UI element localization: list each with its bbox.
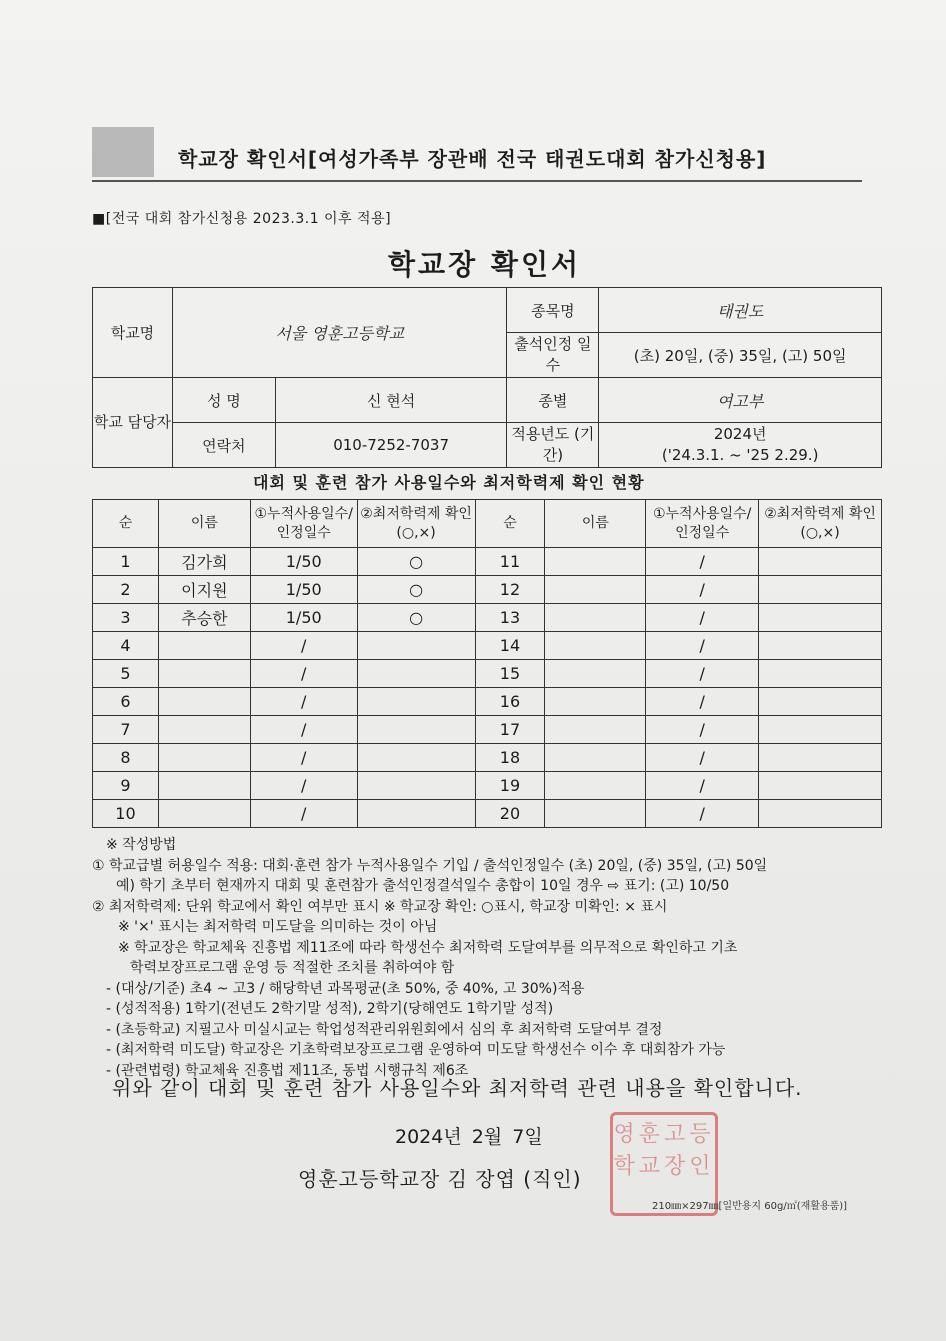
writing-method: [92, 835, 892, 1081]
apply-note: ■[전국 대회 참가신청용 2023.3.1 이후 적용]: [92, 211, 392, 227]
row-number: 3: [93, 604, 159, 632]
method-bullet: - (관련법령) 학교체육 진흥법 제11조, 동법 시행규칙 제6조: [106, 1062, 469, 1079]
roster-row: [93, 688, 882, 716]
athlete-name: [545, 548, 646, 576]
method-item-1: ① 학교급별 허용일수 적용: 대회·훈련 참가 누적사용일수 기입 / 출석인정일수 (초) 20일, (중) 35일, (고) 50일: [92, 857, 768, 874]
used-days: /: [250, 716, 357, 744]
attendance-days-value: (초) 20일, (중) 35일, (고) 50일: [599, 333, 882, 378]
academic-check: ○: [357, 576, 475, 604]
athlete-name: [158, 772, 250, 800]
athlete-name: [545, 800, 646, 828]
row-number: 12: [475, 576, 545, 604]
row-number: 7: [93, 716, 159, 744]
official-seal: 영훈고등학교장인: [610, 1112, 718, 1216]
academic-check: [759, 772, 882, 800]
roster-row: [93, 548, 882, 576]
academic-check: [357, 744, 475, 772]
info-table: [92, 287, 882, 468]
category-label: 종별: [507, 378, 599, 423]
header-academic-right: ②최저학력제 확인(○,×): [759, 500, 882, 548]
row-number: 8: [93, 744, 159, 772]
academic-check: [357, 660, 475, 688]
banner-title: 학교장 확인서[여성가족부 장관배 전국 태권도대회 참가신청용]: [178, 147, 767, 171]
header-no-left: 순: [93, 500, 159, 548]
paper-spec: 210㎜×297㎜[일반용지 60g/㎡(재활용품)]: [652, 1201, 848, 1212]
method-note-2b: 학력보장프로그램 운영 등 적절한 조치를 취하여야 함: [130, 960, 455, 976]
athlete-name: [158, 744, 250, 772]
row-number: 11: [475, 548, 545, 576]
banner-divider: [92, 180, 862, 182]
row-number: 15: [475, 660, 545, 688]
apply-period-value: ('24.3.1. ~ '25 2.29.): [661, 446, 819, 464]
row-number: 5: [93, 660, 159, 688]
roster-row: [93, 716, 882, 744]
used-days: /: [646, 548, 759, 576]
used-days: /: [250, 744, 357, 772]
header-academic-left: ②최저학력제 확인(○,×): [357, 500, 475, 548]
athlete-name: [545, 604, 646, 632]
roster-row: [93, 604, 882, 632]
row-number: 2: [93, 576, 159, 604]
used-days: /: [250, 688, 357, 716]
academic-check: [759, 800, 882, 828]
category-value: 여고부: [599, 378, 882, 423]
roster-table: [92, 499, 882, 828]
header-no-right: 순: [475, 500, 545, 548]
document-title: 학교장 확인서: [388, 248, 582, 281]
academic-check: ○: [357, 604, 475, 632]
method-note-2: ※ 학교장은 학교체육 진흥법 제11조에 따라 학생선수 최저학력 도달여부를 의무적으로 확인하고 기초: [118, 939, 738, 956]
row-number: 6: [93, 688, 159, 716]
row-number: 1: [93, 548, 159, 576]
academic-check: ○: [357, 548, 475, 576]
apply-year-cell: [599, 423, 882, 468]
attendance-days-label: 출석인정 일수: [507, 333, 599, 378]
method-note-1: ※ '×' 표시는 최저학력 미도달을 의미하는 것이 아님: [118, 919, 438, 935]
row-number: 18: [475, 744, 545, 772]
row-number: 17: [475, 716, 545, 744]
academic-check: [759, 660, 882, 688]
academic-check: [357, 716, 475, 744]
roster-row: [93, 632, 882, 660]
athlete-name: [158, 716, 250, 744]
used-days: 1/50: [250, 548, 357, 576]
athlete-name: [545, 772, 646, 800]
roster-row: [93, 660, 882, 688]
used-days: 1/50: [250, 604, 357, 632]
used-days: /: [646, 632, 759, 660]
row-number: 4: [93, 632, 159, 660]
athlete-name: [158, 632, 250, 660]
school-name-label: 학교명: [93, 288, 173, 378]
academic-check: [759, 576, 882, 604]
academic-check: [759, 604, 882, 632]
roster-row: [93, 772, 882, 800]
academic-check: [759, 688, 882, 716]
used-days: /: [646, 576, 759, 604]
athlete-name: [545, 632, 646, 660]
method-bullet: - (최저학력 미도달) 학교장은 기초학력보장프로그램 운영하여 미도달 학생선수 이수 후 대회참가 가능: [106, 1042, 726, 1058]
athlete-name: [545, 744, 646, 772]
contact-label: 연락처: [172, 423, 275, 468]
athlete-name: 추승한: [158, 604, 250, 632]
manager-name-label: 성 명: [172, 378, 275, 423]
method-bullet: - (대상/기준) 초4 ~ 고3 / 해당학년 과목평균(초 50%, 중 40%, 고 30%)적용: [106, 980, 585, 997]
method-bullet: - (성적적용) 1학기(전년도 2학기말 성적), 2학기(당해연도 1학기말 성적): [106, 1001, 554, 1017]
row-number: 19: [475, 772, 545, 800]
athlete-name: [158, 688, 250, 716]
used-days: /: [250, 660, 357, 688]
used-days: /: [646, 660, 759, 688]
method-heading: ※ 작성방법: [106, 837, 177, 853]
used-days: /: [250, 632, 357, 660]
roster-row: [93, 800, 882, 828]
school-name-value: 서울 영훈고등학교: [172, 288, 507, 378]
used-days: /: [250, 800, 357, 828]
row-number: 16: [475, 688, 545, 716]
athlete-name: 이지원: [158, 576, 250, 604]
event-label: 종목명: [507, 288, 599, 333]
section-title: 대회 및 훈련 참가 사용일수와 최저학력제 확인 현황: [253, 473, 645, 492]
used-days: /: [646, 800, 759, 828]
method-item-2: ② 최저학력제: 단위 학교에서 확인 여부만 표시 ※ 학교장 확인: ○표시, 학교장 미확인: × 표시: [92, 898, 668, 915]
used-days: /: [250, 772, 357, 800]
athlete-name: [545, 688, 646, 716]
header-name-left: 이름: [158, 500, 250, 548]
row-number: 10: [93, 800, 159, 828]
header-days-left: ①누적사용일수/인정일수: [250, 500, 357, 548]
header-name-right: 이름: [545, 500, 646, 548]
school-manager-label: 학교 담당자: [93, 378, 173, 468]
used-days: 1/50: [250, 576, 357, 604]
banner-gray-box: [92, 127, 154, 177]
row-number: 9: [93, 772, 159, 800]
used-days: /: [646, 688, 759, 716]
confirmation-statement: 위와 같이 대회 및 훈련 참가 사용일수와 최저학력 관련 내용을 확인합니다.: [112, 1076, 803, 1100]
method-bullet: - (초등학교) 지필고사 미실시교는 학업성적관리위원회에서 심의 후 최저학력 도달여부 결정: [106, 1021, 663, 1038]
athlete-name: [158, 660, 250, 688]
manager-name-value: 신 현석: [275, 378, 507, 423]
academic-check: [759, 744, 882, 772]
athlete-name: [545, 660, 646, 688]
event-value: 태권도: [599, 288, 882, 333]
used-days: /: [646, 744, 759, 772]
athlete-name: [158, 800, 250, 828]
header-days-right: ①누적사용일수/인정일수: [646, 500, 759, 548]
academic-check: [759, 548, 882, 576]
academic-check: [357, 688, 475, 716]
roster-row: [93, 576, 882, 604]
used-days: /: [646, 772, 759, 800]
method-item-1-example: 예) 학기 초부터 현재까지 대회 및 훈련참가 출석인정결석일수 총합이 10일 경우 ⇨ 표기: (고) 10/50: [116, 878, 730, 894]
row-number: 14: [475, 632, 545, 660]
academic-check: [759, 632, 882, 660]
used-days: /: [646, 716, 759, 744]
row-number: 20: [475, 800, 545, 828]
issue-date: 2024년 2월 7일: [395, 1126, 543, 1148]
athlete-name: 김가희: [158, 548, 250, 576]
academic-check: [357, 800, 475, 828]
row-number: 13: [475, 604, 545, 632]
academic-check: [759, 716, 882, 744]
used-days: /: [646, 604, 759, 632]
academic-check: [357, 632, 475, 660]
athlete-name: [545, 576, 646, 604]
apply-year-label: 적용년도 (기간): [507, 423, 599, 468]
athlete-name: [545, 716, 646, 744]
roster-row: [93, 744, 882, 772]
apply-year-value: 2024년: [713, 425, 767, 443]
principal-signature: 영훈고등학교장 김 장엽 (직인): [298, 1167, 582, 1191]
academic-check: [357, 772, 475, 800]
contact-value: 010-7252-7037: [275, 423, 507, 468]
